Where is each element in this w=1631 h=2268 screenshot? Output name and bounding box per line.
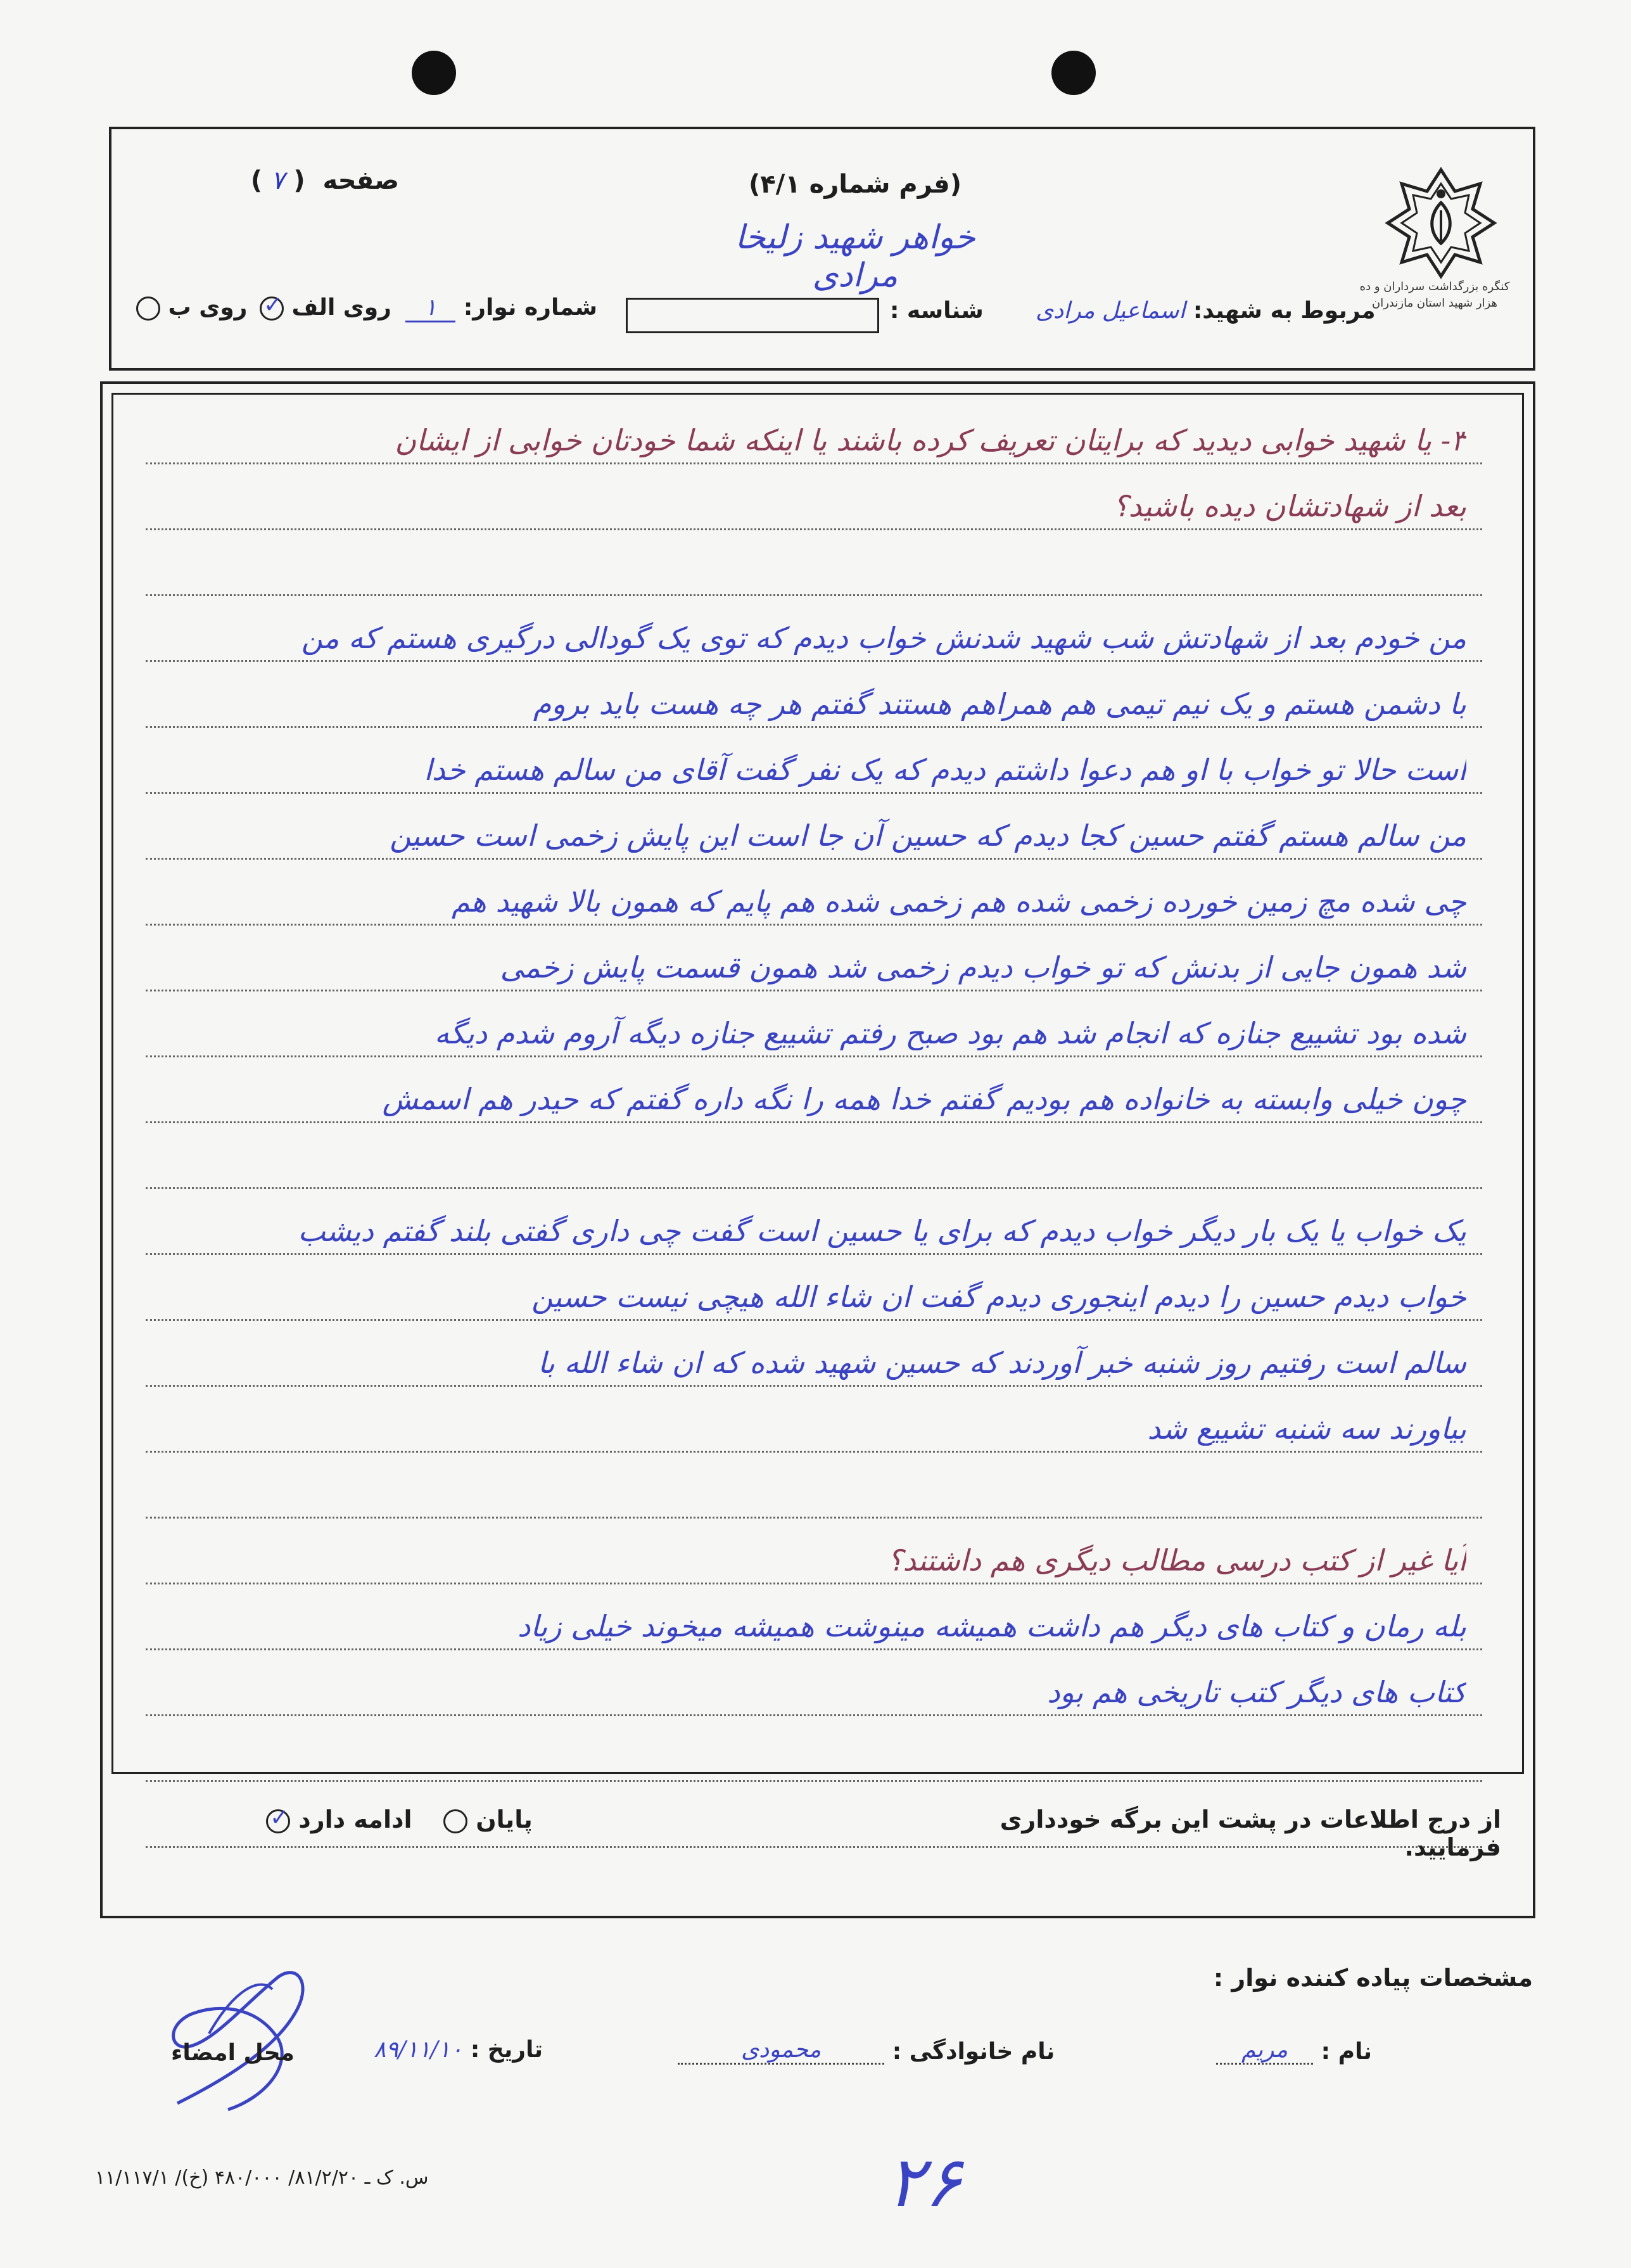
related-martyr-label: مربوط به شهید: [1193,298,1376,324]
transcriber-name-field [1216,2037,1372,2065]
status-end-option[interactable] [443,1806,533,1833]
answer-line: بله رمان و کتاب های دیگر هم داشت همیشه مینوشت همیشه میخوند خیلی زیاد [517,1609,1466,1643]
ruled-line [146,660,1482,662]
signature-label: محل امضاء [171,2040,295,2066]
ruled-line [146,1121,1482,1123]
ruled-line [146,726,1482,728]
ruled-line [146,1055,1482,1057]
answer-line: است حالا تو خواب با او هم دعوا داشتم دیدم که یک نفر گفت آقای من سالم هستم خدا [424,753,1466,787]
ruled-line [146,1517,1482,1519]
ruled-line [146,462,1482,464]
logo-caption: کنگره بزرگداشت سرداران و ده هزار شهید استان مازندران [1359,280,1510,310]
transcriber-date-field [374,2037,543,2063]
question-line: بعد از شهادتشان دیده باشید؟ [1113,489,1466,523]
answer-line: شده بود تشییع جنازه که انجام شد هم بود صبح رفتم تشییع جنازه دیگه آروم شدم دیگه [434,1016,1466,1050]
ruled-line [146,924,1482,926]
transcriber-name-label: نام : [1321,2039,1373,2065]
transcriber-date-value: ۸۹/۱۱/۱۰ [374,2037,463,2063]
tape-number-value: ۱ [405,295,455,322]
answer-line: چون خیلی وابسته به خانواده هم بودیم گفتم خدا همه را نگه داره گفتم که حیدر هم اسمش [382,1082,1466,1116]
status-end-radio[interactable] [443,1809,467,1833]
ruled-line [146,1583,1482,1584]
id-input-box[interactable] [626,298,879,333]
transcriber-family-field [678,2037,1055,2065]
status-continue-radio[interactable] [266,1809,290,1833]
side-a-option[interactable] [260,295,391,321]
footer-note: از درج اطلاعات در پشت این برگه خودداری فرمایید. [1000,1806,1501,1861]
ruled-line [146,990,1482,991]
side-b-radio[interactable] [136,296,160,321]
transcriber-family-label: نام خانوادگی : [892,2039,1055,2065]
ruled-line [146,792,1482,794]
transcriber-family-value: محمودی [678,2037,884,2065]
handwritten-page-number: ۲۶ [887,2141,962,2222]
answer-line: با دشمن هستم و یک نیم تیمی هم همراهم هستند گفتم هر چه هست باید بروم [533,687,1466,721]
status-end-label: پایان [476,1806,533,1833]
answer-line: شد همون جایی از بدنش که تو خواب دیدم زخمی شد همون قسمت پایش زخمی [500,950,1466,984]
answer-line: من خودم بعد از شهادتش شب شهید شدنش خواب دیدم که توی یک گودالی درگیری هستم که من [301,621,1466,655]
side-b-label: روی ب [168,295,248,321]
punch-hole-left [412,51,456,95]
handwritten-respondent-name: خواهر شهید زلیخا مرادی [735,219,975,295]
tulip-star-emblem-icon [1384,166,1498,280]
related-martyr-value: اسماعیل مرادی [1036,298,1186,324]
question-line: ۳- یا شهید خوابی دیدید که برایتان تعریف کرده باشند یا اینکه شما خودتان خوابی از ایشان [395,423,1466,457]
status-continue-label: ادامه دارد [298,1806,412,1833]
ruled-line [146,1319,1482,1321]
answer-line: یک خواب یا یک بار دیگر خواب دیدم که برای یا حسین است گفت چی داری گفتی بلند گفتم دیشب [298,1214,1466,1248]
side-b-option[interactable] [136,295,247,321]
transcriber-date-label: تاریخ : [470,2037,543,2063]
transcriber-name-value: مریم [1216,2037,1313,2065]
ruled-line [146,1451,1482,1453]
id-label: شناسه : [890,298,984,324]
ruled-line [146,528,1482,530]
related-martyr-field [1036,298,1376,324]
side-a-radio[interactable] [260,296,284,321]
punch-hole-right [1051,51,1096,95]
status-continue-option[interactable] [266,1806,412,1833]
page-number-value: ۷ [270,166,285,195]
side-a-label: روی الف [291,295,391,321]
ruled-line [146,1385,1482,1387]
form-code: ۱۱/۱۱۷/۱ /س. ک ـ ۸۱/۲/۲۰/ ۴۸۰/۰۰۰ (خ) [95,2167,429,2189]
page-label: صفحه ( ۷ ) [250,166,399,195]
ruled-line [146,1648,1482,1650]
answer-line: کتاب های دیگر کتب تاریخی هم بود [1047,1675,1466,1709]
form-title: (فرم شماره ۴/۱) [748,170,962,199]
answer-line: چی شده مچ زمین خورده زخمی شده هم زخمی شده هم پایم که همون بالا شهید هم [452,884,1466,919]
ruled-line [146,1187,1482,1189]
page-label-text: صفحه [322,166,399,195]
answer-line: سالم است رفتیم روز شنبه خبر آوردند که حسین شهید شده که ان شاء الله با [538,1346,1466,1380]
answer-line: من سالم هستم گفتم حسین کجا دیدم که حسین آن جا است این پایش زخمی است حسین [390,819,1466,853]
ruled-line [146,858,1482,860]
ruled-line [146,1780,1482,1782]
ruled-line [146,1253,1482,1255]
answer-line: بیاورند سه شنبه تشییع شد [1147,1411,1466,1446]
ruled-line [146,594,1482,596]
tape-number-field [405,295,597,321]
ruled-line [146,1714,1482,1716]
question-line: آیا غیر از کتب درسی مطالب دیگری هم داشتند؟ [887,1543,1466,1577]
transcriber-title: مشخصات پیاده کننده نوار : [1213,1964,1533,1992]
answer-line: خواب دیدم حسین را دیدم اینجوری دیدم گفت ان شاء الله هیچی نیست حسین [531,1280,1466,1314]
tape-number-label: شماره نوار: [463,295,598,321]
